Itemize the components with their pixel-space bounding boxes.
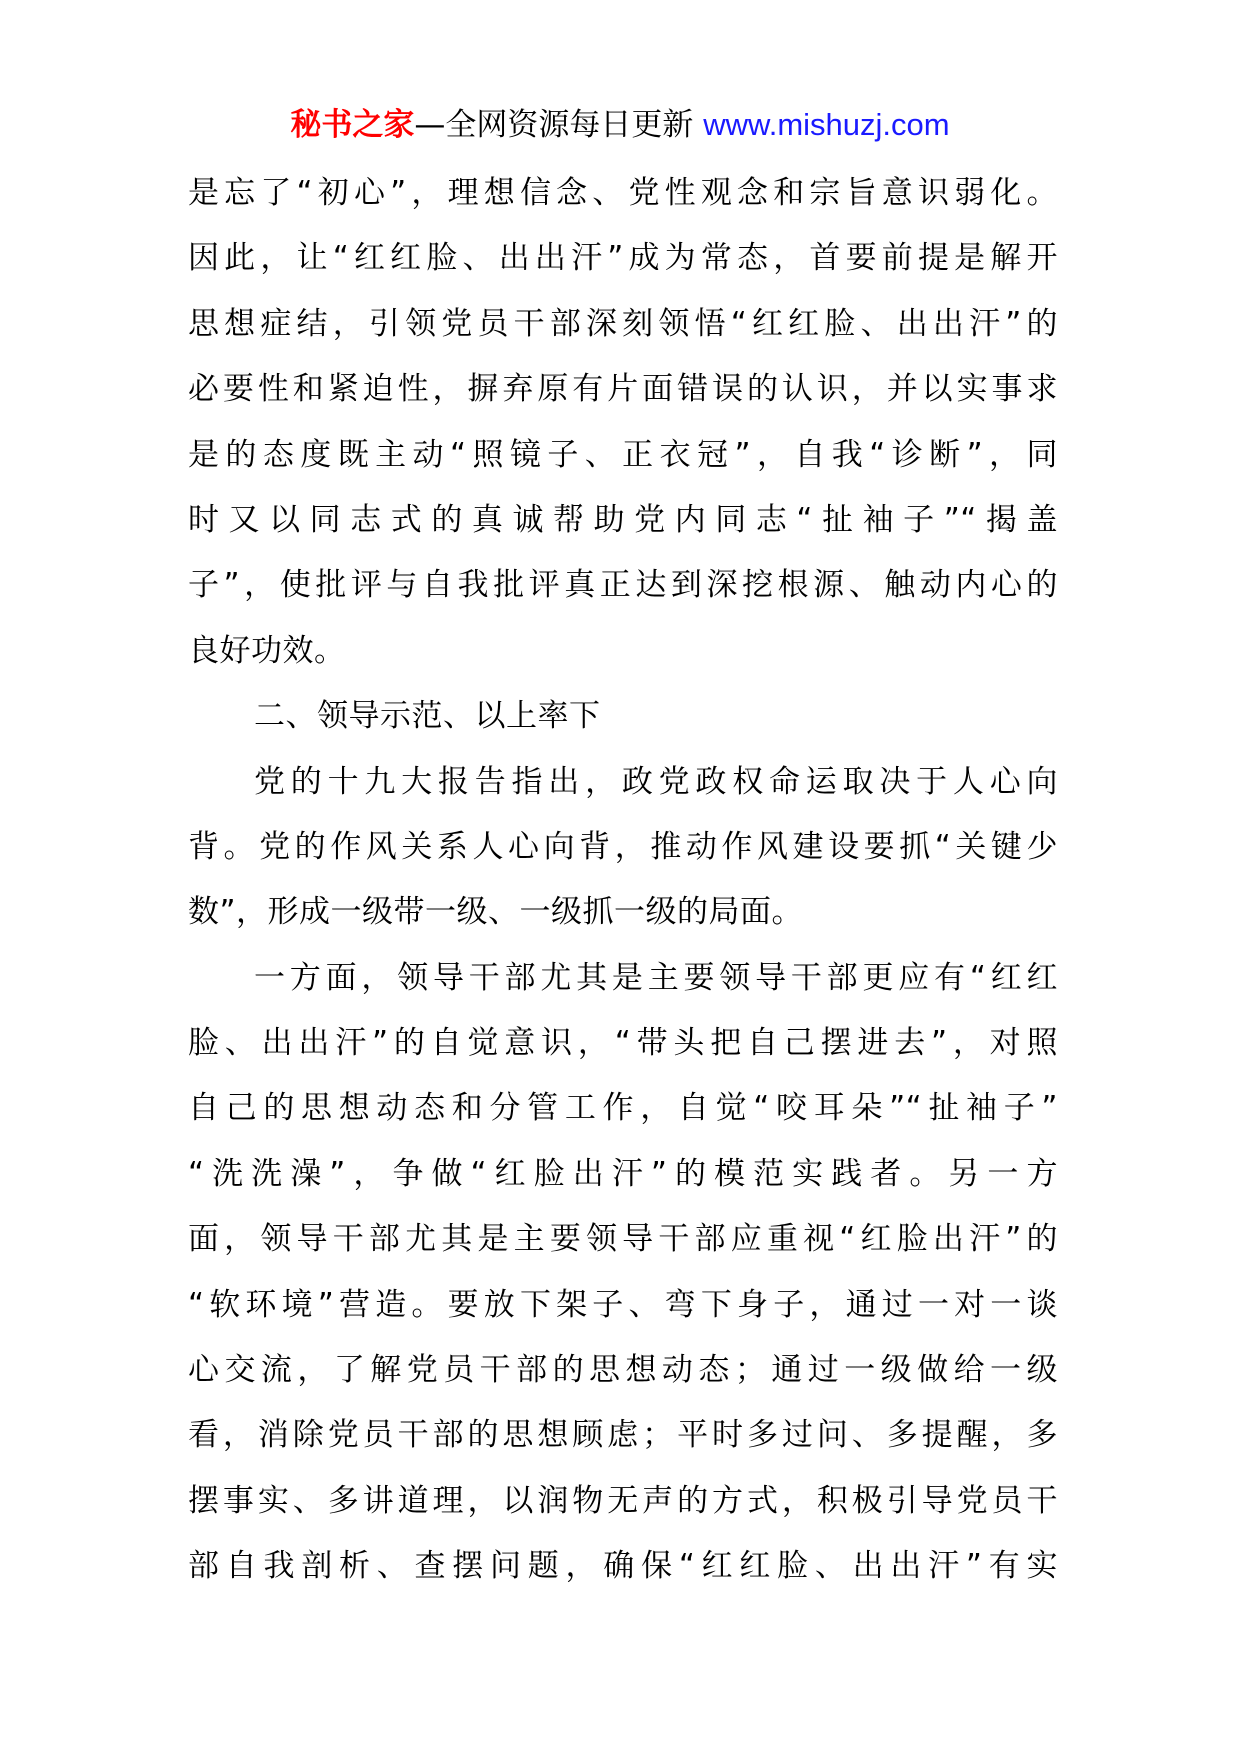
document-body	[188, 161, 1058, 1600]
text-line: 时又以同志式的真诚帮助党内同志“扯袖子”“揭盖	[188, 501, 1058, 538]
text-line: 子”，使批评与自我批评真正达到深挖根源、触动内心的	[188, 567, 1058, 604]
header-tagline: —全网资源每日更新	[414, 107, 694, 143]
text-line: 一方面，领导干部尤其是主要领导干部更应有“红红	[254, 959, 1058, 996]
page-header	[0, 100, 1240, 150]
text-line: 思想症结，引领党员干部深刻领悟“红红脸、出出汗”的	[188, 305, 1058, 342]
text-line: 是的态度既主动“照镜子、正衣冠”，自我“诊断”，同	[188, 436, 1058, 473]
header-site-link[interactable]: www.mishuzj.com	[703, 107, 950, 142]
text-line: 因此，让“红红脸、出出汗”成为常态，首要前提是解开	[188, 240, 1058, 277]
text-line: “软环境”营造。要放下架子、弯下身子，通过一对一谈	[188, 1286, 1058, 1323]
text-line: 心交流，了解党员干部的思想动态；通过一级做给一级	[188, 1352, 1058, 1389]
text-line: 部自我剖析、查摆问题，确保“红红脸、出出汗”有实	[188, 1548, 1058, 1585]
text-line: 必要性和紧迫性，摒弃原有片面错误的认识，并以实事求	[188, 371, 1058, 408]
text-line: 是忘了“初心”，理想信念、党性观念和宗旨意识弱化。	[188, 175, 1058, 211]
text-line: 背。党的作风关系人心向背，推动作风建设要抓“关键少	[188, 828, 1058, 865]
text-line: 看，消除党员干部的思想顾虑；平时多过问、多提醒，多	[188, 1417, 1058, 1454]
text-line: 党的十九大报告指出，政党政权命运取决于人心向	[254, 763, 1058, 800]
text-line: 数”，形成一级带一级、一级抓一级的局面。	[188, 894, 804, 931]
text-line: “洗洗澡”，争做“红脸出汗”的模范实践者。另一方	[188, 1155, 1058, 1192]
header-brand: 秘书之家	[290, 107, 415, 143]
text-line: 自己的思想动态和分管工作，自觉“咬耳朵”“扯袖子”	[188, 1090, 1058, 1127]
section-heading: 二、领导示范、以上率下	[254, 698, 601, 735]
text-line: 脸、出出汗”的自觉意识，“带头把自己摆进去”，对照	[188, 1025, 1058, 1062]
text-line: 良好功效。	[188, 632, 346, 669]
text-line: 摆事实、多讲道理，以润物无声的方式，积极引导党员干	[188, 1482, 1058, 1519]
text-line: 面，领导干部尤其是主要领导干部应重视“红脸出汗”的	[188, 1221, 1058, 1258]
